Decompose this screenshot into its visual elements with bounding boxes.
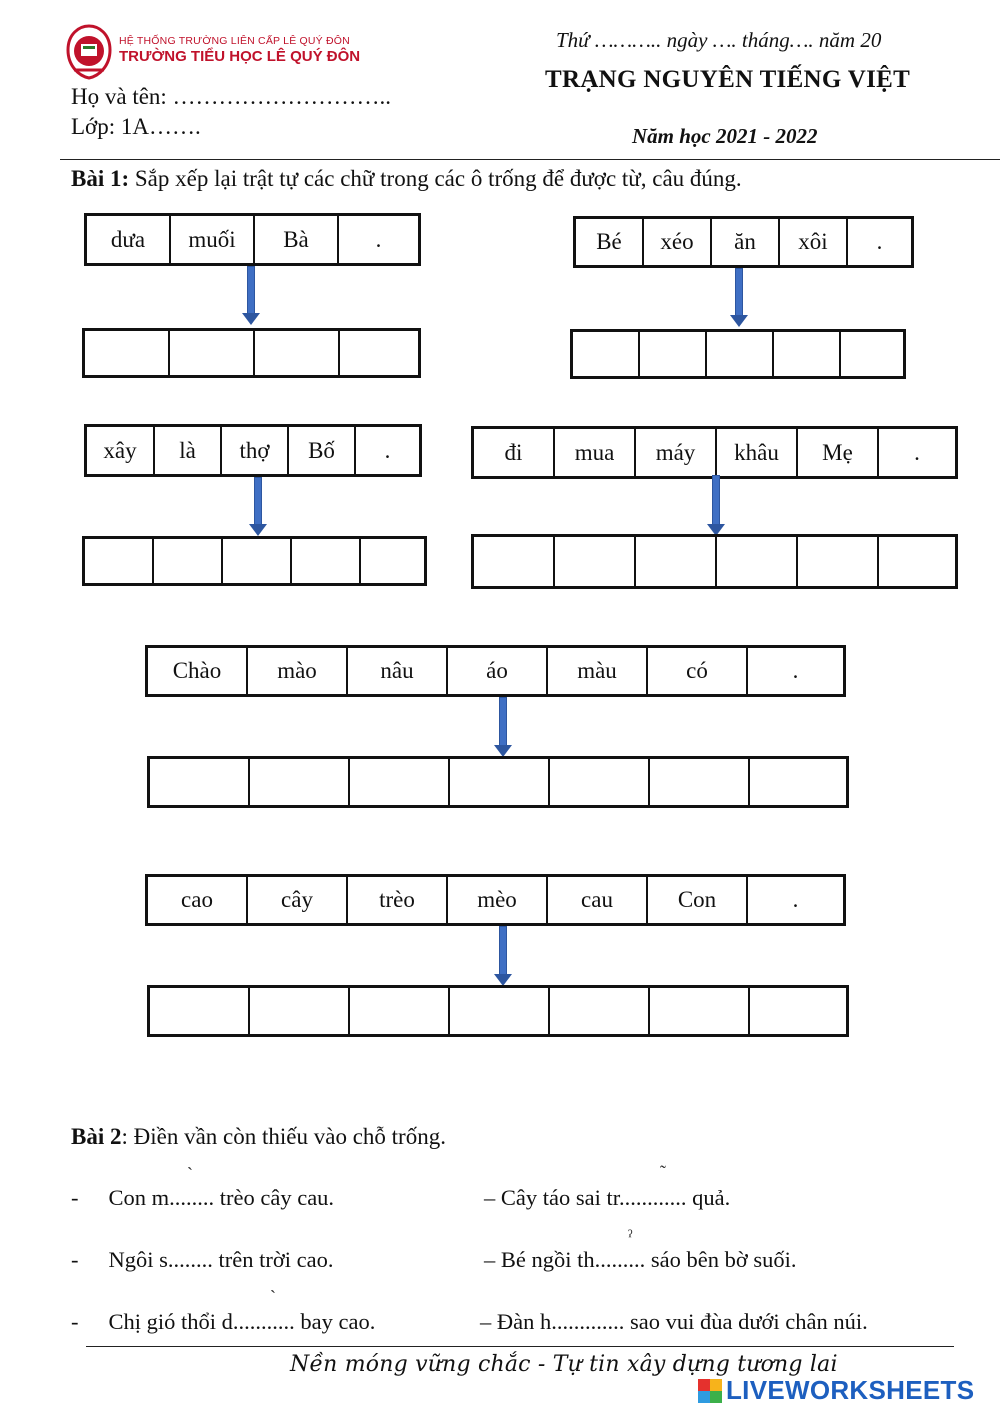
word-cell[interactable]: áo xyxy=(448,648,548,694)
word-row-5 xyxy=(145,645,846,697)
down-arrow-icon xyxy=(249,477,267,537)
tone-mark: ` xyxy=(187,1164,193,1184)
word-cell[interactable]: mào xyxy=(248,648,348,694)
word-cell[interactable]: Mẹ xyxy=(798,429,879,476)
bullet: - xyxy=(71,1185,79,1210)
answer-box[interactable] xyxy=(573,332,640,376)
header-divider xyxy=(60,159,1000,160)
word-cell[interactable]: cau xyxy=(548,877,648,923)
tone-mark: ˜ xyxy=(660,1162,666,1182)
word-cell[interactable]: Con xyxy=(648,877,748,923)
answer-row-4 xyxy=(471,534,958,589)
tone-mark: ˀ xyxy=(628,1226,633,1246)
word-cell[interactable]: . xyxy=(375,226,382,252)
tone-mark: ˋ xyxy=(270,1287,276,1307)
word-cell[interactable]: xôi xyxy=(780,219,848,265)
word-cell[interactable]: màu xyxy=(548,648,648,694)
answer-box[interactable] xyxy=(85,331,170,375)
exercise-2-title xyxy=(71,1124,446,1150)
answer-box[interactable] xyxy=(223,539,292,583)
bullet: - xyxy=(71,1309,79,1334)
answer-row-1 xyxy=(82,328,421,378)
answer-box[interactable] xyxy=(841,332,903,376)
fill-item-left xyxy=(71,1247,333,1273)
word-cell[interactable]: xây xyxy=(87,427,155,474)
fill-item-left xyxy=(71,1309,375,1335)
word-cell[interactable]: dưa xyxy=(87,216,171,263)
liveworksheets-wordmark: LIVEWORKSHEETS xyxy=(726,1375,975,1405)
word-cell[interactable]: cây xyxy=(248,877,348,923)
fill-sentence[interactable]: Con m........ trèo cây cau. xyxy=(108,1185,335,1210)
word-cell[interactable]: Bố xyxy=(289,427,356,474)
word-cell[interactable]: cao xyxy=(148,877,248,923)
fill-item-right[interactable]: – Cây táo sai tr............ quả. xyxy=(484,1185,731,1210)
answer-box[interactable] xyxy=(555,537,636,586)
answer-box[interactable] xyxy=(85,539,154,583)
exercise-2-instruction: : Điền vần còn thiếu vào chỗ trống. xyxy=(121,1124,446,1149)
school-group-name: HỆ THỐNG TRƯỜNG LIÊN CẤP LÊ QUÝ ĐÔN xyxy=(119,35,350,47)
school-logo-icon xyxy=(64,24,114,80)
answer-box[interactable] xyxy=(361,539,424,583)
student-class-line: Lớp: 1A……. xyxy=(71,114,201,139)
page-title: TRẠNG NGUYÊN TIẾNG VIỆT xyxy=(545,66,911,93)
answer-box[interactable] xyxy=(650,988,750,1034)
word-cell[interactable]: là xyxy=(155,427,222,474)
word-row-4 xyxy=(471,426,958,479)
word-cell[interactable]: khâu xyxy=(717,429,798,476)
word-row-1 xyxy=(84,213,421,266)
answer-box[interactable] xyxy=(292,539,361,583)
answer-box[interactable] xyxy=(450,759,550,805)
answer-box[interactable] xyxy=(798,537,879,586)
answer-row-5 xyxy=(147,756,849,808)
word-cell[interactable]: mèo xyxy=(448,877,548,923)
answer-box[interactable] xyxy=(474,537,555,586)
fill-item-right[interactable]: – Bé ngồi th......... sáo bên bờ suối. xyxy=(484,1247,797,1272)
fill-sentence[interactable]: Ngôi s........ trên trời cao. xyxy=(108,1247,334,1272)
word-cell[interactable]: . xyxy=(914,439,920,465)
word-row-2 xyxy=(573,216,914,268)
down-arrow-icon xyxy=(494,697,512,758)
answer-box[interactable] xyxy=(154,539,223,583)
word-cell[interactable]: Chào xyxy=(148,648,248,694)
word-cell[interactable]: trèo xyxy=(348,877,448,923)
word-cell[interactable]: nâu xyxy=(348,648,448,694)
word-cell[interactable]: Bé xyxy=(576,219,644,265)
down-arrow-icon xyxy=(242,266,260,326)
exercise-2-label: Bài 2 xyxy=(71,1124,122,1149)
exercise-1-instruction: Sắp xếp lại trật tự các chữ trong các ô trống để được từ, câu đúng. xyxy=(129,166,742,191)
answer-box[interactable] xyxy=(707,332,774,376)
word-cell[interactable]: ăn xyxy=(712,219,780,265)
word-cell[interactable]: có xyxy=(648,648,748,694)
down-arrow-icon xyxy=(494,926,512,987)
school-year: Năm học 2021 - 2022 xyxy=(632,124,818,148)
exercise-1-title xyxy=(71,166,742,192)
word-cell[interactable]: . xyxy=(792,887,799,912)
answer-box[interactable] xyxy=(170,331,255,375)
word-cell[interactable]: . xyxy=(384,437,391,463)
answer-box[interactable] xyxy=(150,988,250,1034)
answer-box[interactable] xyxy=(636,537,717,586)
answer-box[interactable] xyxy=(650,759,750,805)
answer-box[interactable] xyxy=(255,331,340,375)
answer-box[interactable] xyxy=(150,759,250,805)
exercise-1-label: Bài 1: xyxy=(71,166,130,191)
answer-row-6 xyxy=(147,985,849,1037)
answer-box[interactable] xyxy=(350,988,450,1034)
down-arrow-icon xyxy=(730,268,748,328)
down-arrow-icon xyxy=(707,475,725,537)
word-cell[interactable]: . xyxy=(876,229,883,254)
footer-motto: Nền móng vững chắc - Tự tin xây dựng tương lai xyxy=(290,1352,838,1377)
fill-sentence[interactable]: Chị gió thổi d........... bay cao. xyxy=(108,1309,376,1334)
word-cell[interactable]: máy xyxy=(636,429,717,476)
word-cell[interactable]: mua xyxy=(555,429,636,476)
answer-box[interactable] xyxy=(550,988,650,1034)
answer-box[interactable] xyxy=(750,988,846,1034)
answer-box[interactable] xyxy=(717,537,798,586)
answer-box[interactable] xyxy=(450,988,550,1034)
word-cell[interactable]: Bà xyxy=(255,216,339,263)
answer-box[interactable] xyxy=(774,332,841,376)
word-cell[interactable]: . xyxy=(792,658,799,683)
liveworksheets-logo-icon xyxy=(698,1379,722,1403)
answer-box[interactable] xyxy=(250,759,350,805)
date-line: Thứ ……….. ngày …. tháng…. năm 20 xyxy=(556,28,882,52)
answer-box[interactable] xyxy=(640,332,707,376)
answer-box[interactable] xyxy=(250,988,350,1034)
bullet: - xyxy=(71,1247,79,1272)
student-name-line: Họ và tên: ……………………….. xyxy=(71,84,392,109)
word-row-3 xyxy=(84,424,422,477)
word-row-6 xyxy=(145,874,846,926)
answer-box[interactable] xyxy=(750,759,846,805)
school-name: TRƯỜNG TIỂU HỌC LÊ QUÝ ĐÔN xyxy=(119,48,361,65)
word-cell[interactable]: xéo xyxy=(644,219,712,265)
answer-row-3 xyxy=(82,536,427,586)
word-cell[interactable]: đi xyxy=(474,429,555,476)
answer-box[interactable] xyxy=(879,537,955,586)
word-cell[interactable]: muối xyxy=(171,216,255,263)
answer-box[interactable] xyxy=(340,331,418,375)
word-cell[interactable]: thợ xyxy=(222,427,289,474)
liveworksheets-brand[interactable] xyxy=(698,1375,974,1406)
answer-row-2 xyxy=(570,329,906,379)
answer-box[interactable] xyxy=(550,759,650,805)
fill-item-right[interactable]: – Đàn h............. sao vui đùa dưới chân núi. xyxy=(480,1309,868,1334)
answer-box[interactable] xyxy=(350,759,450,805)
footer-divider xyxy=(86,1346,954,1347)
fill-item-left xyxy=(71,1185,334,1211)
